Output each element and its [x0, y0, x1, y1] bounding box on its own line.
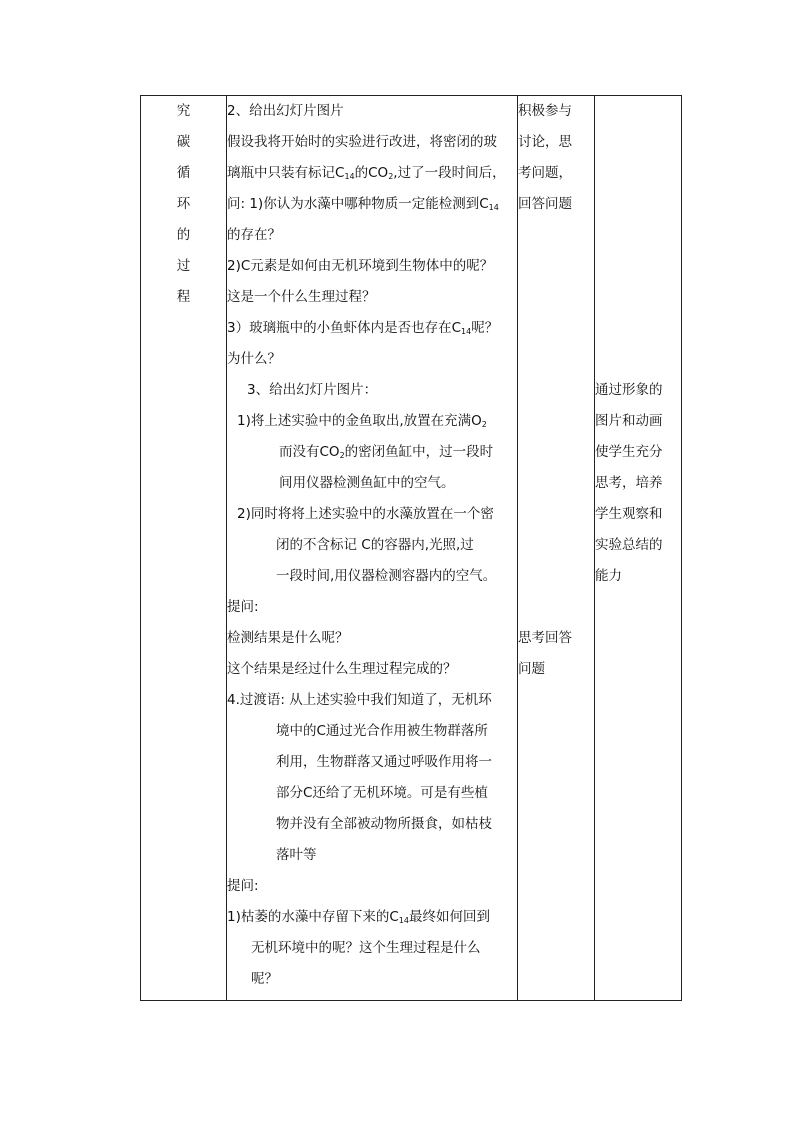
content-line: 境中的C通过光合作用被生物群落所 — [276, 723, 488, 739]
student-activity-cell — [518, 96, 595, 1001]
content-line: 提问: — [227, 599, 259, 615]
content-line: 间用仪器检测鱼缸中的空气。 — [279, 475, 455, 491]
lesson-plan-table — [140, 95, 682, 1001]
stage-char: 究 — [176, 103, 191, 119]
intent-line: 学生观察和 — [595, 506, 663, 522]
intent-line: 图片和动画 — [595, 413, 663, 429]
student-line: 讨论，思 — [518, 134, 572, 150]
content-line: 呢？ — [251, 971, 278, 987]
stage-char: 环 — [176, 196, 191, 212]
content-line: 1)将上述实验中的金鱼取出,放置在充满$O_2$ — [237, 413, 487, 429]
intent-line: 能力 — [595, 568, 622, 584]
content-line: 3）玻璃瓶中的小鱼虾体内是否也存在$C_{14}$呢？ — [227, 320, 499, 336]
intent-line: 使学生充分 — [595, 444, 663, 460]
content-line: 落叶等 — [276, 847, 317, 863]
content-line: 为什么？ — [227, 351, 281, 367]
student-line: 积极参与 — [518, 103, 572, 119]
content-line: 物并没有全部被动物所摄食，如枯枝 — [276, 816, 492, 832]
stage-char: 过 — [176, 258, 191, 274]
student-line: 回答问题 — [518, 196, 572, 212]
stage-char: 程 — [176, 289, 191, 305]
stage-char: 的 — [176, 227, 191, 243]
content-line: 2)同时将将上述实验中的水藻放置在一个密 — [237, 506, 494, 522]
stage-char: 碳 — [176, 134, 191, 150]
content-line: 问: 1)你认为水藻中哪种物质一定能检测到$C_{14}$ — [227, 196, 499, 212]
stage-char: 循 — [176, 165, 191, 181]
content-line: 无机环境中的呢？这个生理过程是什么 — [251, 940, 481, 956]
content-line: 这个结果是经过什么生理过程完成的？ — [227, 661, 457, 677]
content-line: 2、给出幻灯片图片 — [227, 103, 344, 119]
content-line: 4.过渡语: 从上述实验中我们知道了，无机环 — [227, 692, 492, 708]
content-line: 3、给出幻灯片图片： — [247, 382, 378, 398]
student-line: 思考回答 — [518, 630, 572, 646]
content-line: 一段时间,用仪器检测容器内的空气。 — [276, 568, 497, 584]
content-line: 提问: — [227, 878, 259, 894]
content-line: 的存在？ — [227, 227, 281, 243]
content-line: 利用，生物群落又通过呼吸作用将一 — [276, 754, 492, 770]
design-intent-cell — [595, 96, 682, 1001]
intent-line: 实验总结的 — [595, 537, 663, 553]
content-line: 假设我将开始时的实验进行改进，将密闭的玻 — [227, 134, 497, 150]
teaching-content-cell — [227, 96, 518, 1001]
intent-line: 思考，培养 — [595, 475, 663, 491]
content-line: 这是一个什么生理过程？ — [227, 289, 376, 305]
content-line: 检测结果是什么呢？ — [227, 630, 349, 646]
stage-cell — [141, 96, 227, 1001]
content-line: 1)枯萎的水藻中存留下来的$C_{14}$最终如何回到 — [227, 909, 490, 925]
content-line: 2)C元素是如何由无机环境到生物体中的呢？ — [227, 258, 494, 274]
content-line: 闭的不含标记 C的容器内,光照,过 — [276, 537, 474, 553]
content-line: 部分C还给了无机环境。可是有些植 — [276, 785, 488, 801]
student-line: 考问题， — [518, 165, 572, 181]
intent-line: 通过形象的 — [595, 382, 663, 398]
content-line: 而没有$CO_2$的密闭鱼缸中，过一段时 — [279, 444, 494, 460]
content-line: 璃瓶中只装有标记$C_{14}$的$CO_2$,过了一段时间后， — [227, 165, 506, 181]
student-line: 问题 — [518, 661, 545, 677]
